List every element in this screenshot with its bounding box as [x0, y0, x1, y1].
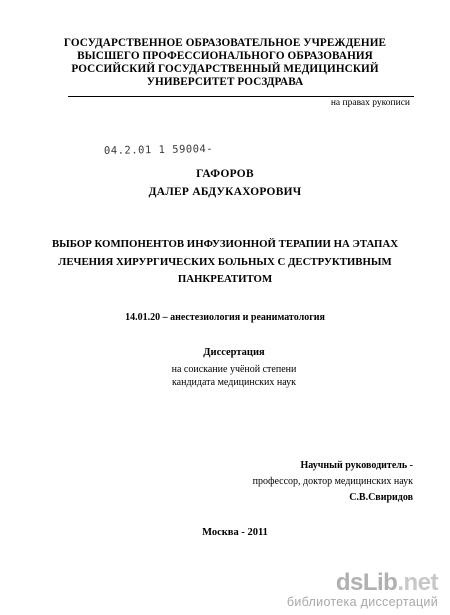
dslib-watermark[interactable]: [287, 571, 438, 609]
rights-note: на правах рукописи: [330, 98, 410, 108]
degree-sought: [0, 364, 450, 389]
dissertation-title: [25, 236, 425, 289]
watermark-logo-part2: .net: [397, 569, 438, 596]
supervisor-position: профессор, доктор медицинских наук: [252, 476, 413, 487]
degree-line-1: на соискание учёной степени: [171, 364, 297, 375]
supervisor-label: Научный руководитель -: [300, 460, 413, 471]
title-line-3: ПАНКРЕАТИТОМ: [177, 273, 273, 285]
title-line-1: ВЫБОР КОМПОНЕНТОВ ИНФУЗИОННОЙ ТЕРАПИИ НА ЭТАПАХ: [51, 238, 399, 250]
header-divider: [68, 96, 414, 97]
library-stamp-code: 04.2.01 1 59004-: [103, 143, 214, 157]
document-type: Диссертация: [203, 347, 265, 358]
institution-line-4: УНИВЕРСИТЕТ РОСЗДРАВА: [146, 76, 304, 88]
watermark-logo-part1: dsLib: [335, 569, 398, 596]
watermark-subtitle: библиотека диссертаций: [286, 595, 438, 609]
watermark-logo: [287, 571, 438, 595]
institution-line-2: ВЫСШЕГО ПРОФЕССИОНАЛЬНОГО ОБРАЗОВАНИЯ: [77, 50, 373, 62]
institution-line-1: ГОСУДАРСТВЕННОЕ ОБРАЗОВАТЕЛЬНОЕ УЧРЕЖДЕНИЕ: [63, 37, 387, 49]
author-given-names: ДАЛЕР АБДУКАХОРОВИЧ: [148, 186, 302, 198]
city-year: Москва - 2011: [202, 527, 268, 538]
degree-line-2: кандидата медицинских наук: [171, 376, 297, 388]
author-surname: ГАФОРОВ: [196, 168, 254, 180]
institution-header: [30, 37, 420, 89]
institution-line-3: РОССИЙСКИЙ ГОСУДАРСТВЕННЫЙ МЕДИЦИНСКИЙ: [71, 63, 379, 75]
specialty-code: 14.01.20 – анестезиология и реаниматология: [125, 312, 325, 323]
title-line-2: ЛЕЧЕНИЯ ХИРУРГИЧЕСКИХ БОЛЬНЫХ С ДЕСТРУКТИВНЫМ: [58, 255, 392, 268]
supervisor-block: [253, 458, 413, 506]
supervisor-name: С.В.Свиридов: [349, 492, 413, 503]
